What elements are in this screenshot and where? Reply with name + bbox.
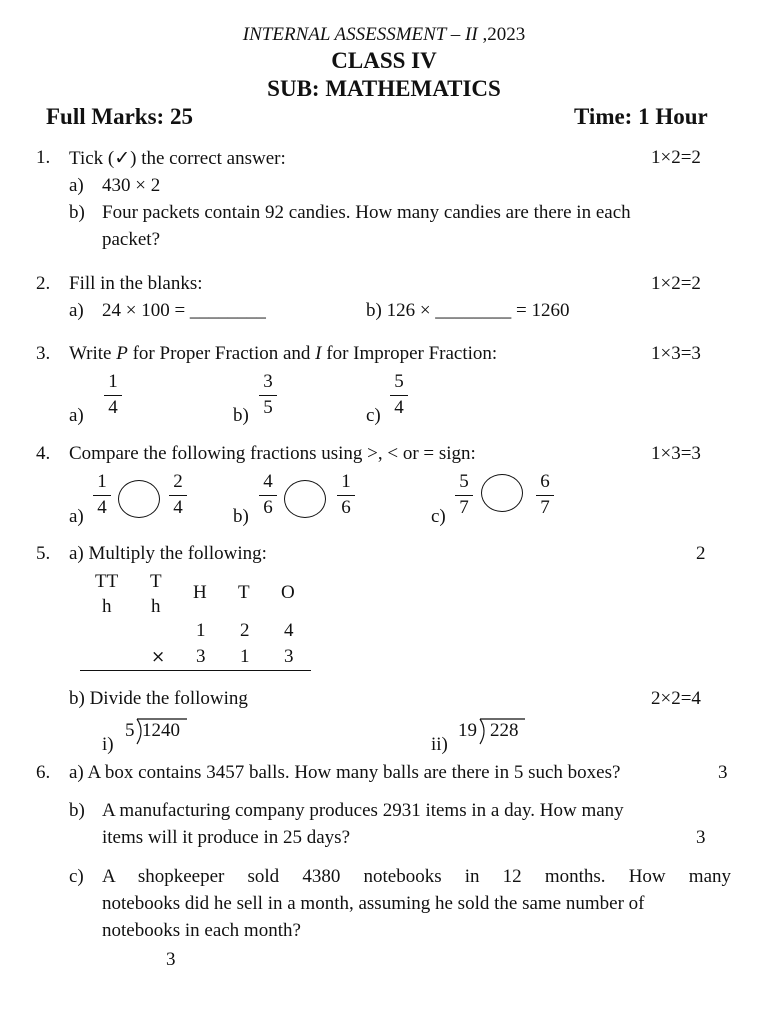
q2b-text: b) 126 × ________ = 1260 [366, 300, 570, 321]
q4a-compare-circle[interactable] [118, 480, 160, 518]
place-value-sub-h1: h [102, 596, 112, 617]
fraction-bar [259, 495, 277, 496]
q6c-text-line1: A shopkeeper sold 4380 notebooks in 12 months. How many [102, 866, 731, 887]
q1b-text-line2: packet? [102, 229, 161, 250]
q4a-right-numerator: 2 [173, 471, 183, 492]
place-value-header-h: H [193, 582, 207, 603]
q4a-left-numerator: 1 [97, 471, 107, 492]
q3-marks: 1×3=3 [651, 343, 701, 364]
q3b-denominator: 5 [263, 397, 273, 418]
q1-number: 1. [36, 147, 51, 168]
q6a-text: a) A box contains 3457 balls. How many balls are there in 5 such boxes? [69, 762, 621, 783]
q4b-label: b) [233, 506, 249, 527]
q4c-left-denominator: 7 [459, 497, 469, 518]
multiplicand-h: 1 [196, 620, 206, 641]
q5b-text: b) Divide the following [69, 688, 248, 709]
q1a-text: 430 × 2 [102, 175, 161, 196]
q3a-fraction [102, 372, 124, 418]
q2a-text: 24 × 100 = ________ [102, 300, 266, 321]
q5b-marks: 2×2=4 [651, 688, 701, 709]
q4b-left-denominator: 6 [263, 497, 273, 518]
q5a-text: a) Multiply the following: [69, 543, 267, 564]
q5b-i-divisor: 5 [125, 720, 135, 741]
q1-text: Tick (✓) the correct answer: [69, 148, 286, 169]
q3-letter-i: I [315, 343, 322, 364]
subject-title: SUB: MATHEMATICS [267, 76, 501, 101]
q5-number: 5. [36, 543, 51, 564]
multiplicand-o: 4 [284, 620, 294, 641]
q4-number: 4. [36, 443, 51, 464]
multiplier-t: 1 [240, 646, 250, 667]
q4a-label: a) [69, 506, 84, 527]
q6b-text-line2: items will it produce in 25 days? [102, 827, 351, 848]
multiply-sign: × [151, 647, 166, 667]
q1-marks: 1×2=2 [651, 147, 701, 168]
q6b-label: b) [69, 800, 85, 821]
q4a-left-fraction [91, 472, 113, 518]
q6c-text-line3: notebooks in each month? [102, 920, 301, 941]
q3-text-pre: Write [69, 343, 117, 364]
q5a-marks: 2 [696, 543, 706, 564]
q3c-label: c) [366, 405, 381, 426]
q6c-marks: 3 [166, 949, 176, 970]
q4b-right-numerator: 1 [341, 471, 351, 492]
q5b-i-label: i) [102, 734, 114, 755]
q2-marks: 1×2=2 [651, 273, 701, 294]
fraction-bar [337, 495, 355, 496]
multiplier-o: 3 [284, 646, 294, 667]
fraction-bar [93, 495, 111, 496]
full-marks: Full Marks: 25 [46, 104, 193, 129]
q4b-right-fraction [335, 472, 357, 518]
multiplier-h: 3 [196, 646, 206, 667]
q3-number: 3. [36, 343, 51, 364]
q3a-denominator: 4 [108, 397, 118, 418]
q6c-label: c) [69, 866, 84, 887]
q4c-label: c) [431, 506, 446, 527]
q5b-ii-dividend: 228 [490, 720, 519, 741]
assessment-name: INTERNAL ASSESSMENT – II [242, 24, 478, 45]
fraction-bar [104, 395, 122, 396]
fraction-bar [536, 495, 554, 496]
q4a-right-denominator: 4 [173, 497, 183, 518]
q6b-marks: 3 [696, 827, 706, 848]
q3b-numerator: 3 [263, 371, 273, 392]
q4c-right-denominator: 7 [540, 497, 550, 518]
q3-letter-p: P [116, 343, 128, 364]
q4c-left-fraction [453, 472, 475, 518]
multiplicand-t: 2 [240, 620, 250, 641]
q3a-label: a) [69, 405, 84, 426]
q2a-label: a) [69, 300, 84, 321]
q6a-marks: 3 [718, 762, 728, 783]
assessment-title [0, 24, 768, 46]
time-limit: Time: 1 Hour [574, 104, 708, 129]
q4a-right-fraction [167, 472, 189, 518]
q4b-compare-circle[interactable] [284, 480, 326, 518]
fraction-bar [455, 495, 473, 496]
q3-text-mid: for Proper Fraction and [127, 343, 316, 364]
q4a-left-denominator: 4 [97, 497, 107, 518]
fraction-bar [390, 395, 408, 396]
q3-text-post: for Improper Fraction: [321, 343, 498, 364]
class-title: CLASS IV [331, 48, 437, 73]
q6c-text-line2: notebooks did he sell in a month, assuming he sold the same number of [102, 893, 645, 914]
q3c-numerator: 5 [394, 371, 404, 392]
q4b-left-numerator: 4 [263, 471, 273, 492]
q1a-label: a) [69, 175, 84, 196]
place-value-sub-h2: h [151, 596, 161, 617]
q1b-text-line1: Four packets contain 92 candies. How many candies are there in each [102, 202, 631, 223]
q4c-right-fraction [534, 472, 556, 518]
q4-marks: 1×3=3 [651, 443, 701, 464]
q3c-denominator: 4 [394, 397, 404, 418]
q2-text: Fill in the blanks: [69, 273, 203, 294]
q4c-left-numerator: 5 [459, 471, 469, 492]
q2-number: 2. [36, 273, 51, 294]
q4c-compare-circle[interactable] [481, 474, 523, 512]
q5b-ii-divisor: 19 [458, 720, 477, 741]
q4b-left-fraction [257, 472, 279, 518]
q5b-i-dividend: 1240 [142, 720, 180, 741]
q3b-label: b) [233, 405, 249, 426]
q1b-label: b) [69, 202, 85, 223]
place-value-header-t: T [150, 571, 162, 592]
q4b-right-denominator: 6 [341, 497, 351, 518]
q3a-numerator: 1 [108, 371, 118, 392]
place-value-header-tt: TT [95, 571, 119, 592]
fraction-bar [259, 395, 277, 396]
place-value-header-t2: T [238, 582, 250, 603]
place-value-header-o: O [281, 582, 295, 603]
q6b-text-line1: A manufacturing company produces 2931 items in a day. How many [102, 800, 624, 821]
q6-number: 6. [36, 762, 51, 783]
q4-text: Compare the following fractions using >, < or = sign: [69, 443, 476, 464]
q3c-fraction [388, 372, 410, 418]
assessment-year: ,2023 [482, 24, 526, 45]
q5b-ii-label: ii) [431, 734, 448, 755]
multiplication-underline [80, 670, 311, 671]
q4c-right-numerator: 6 [540, 471, 550, 492]
q3-text [69, 343, 497, 365]
fraction-bar [169, 495, 187, 496]
q3b-fraction [257, 372, 279, 418]
